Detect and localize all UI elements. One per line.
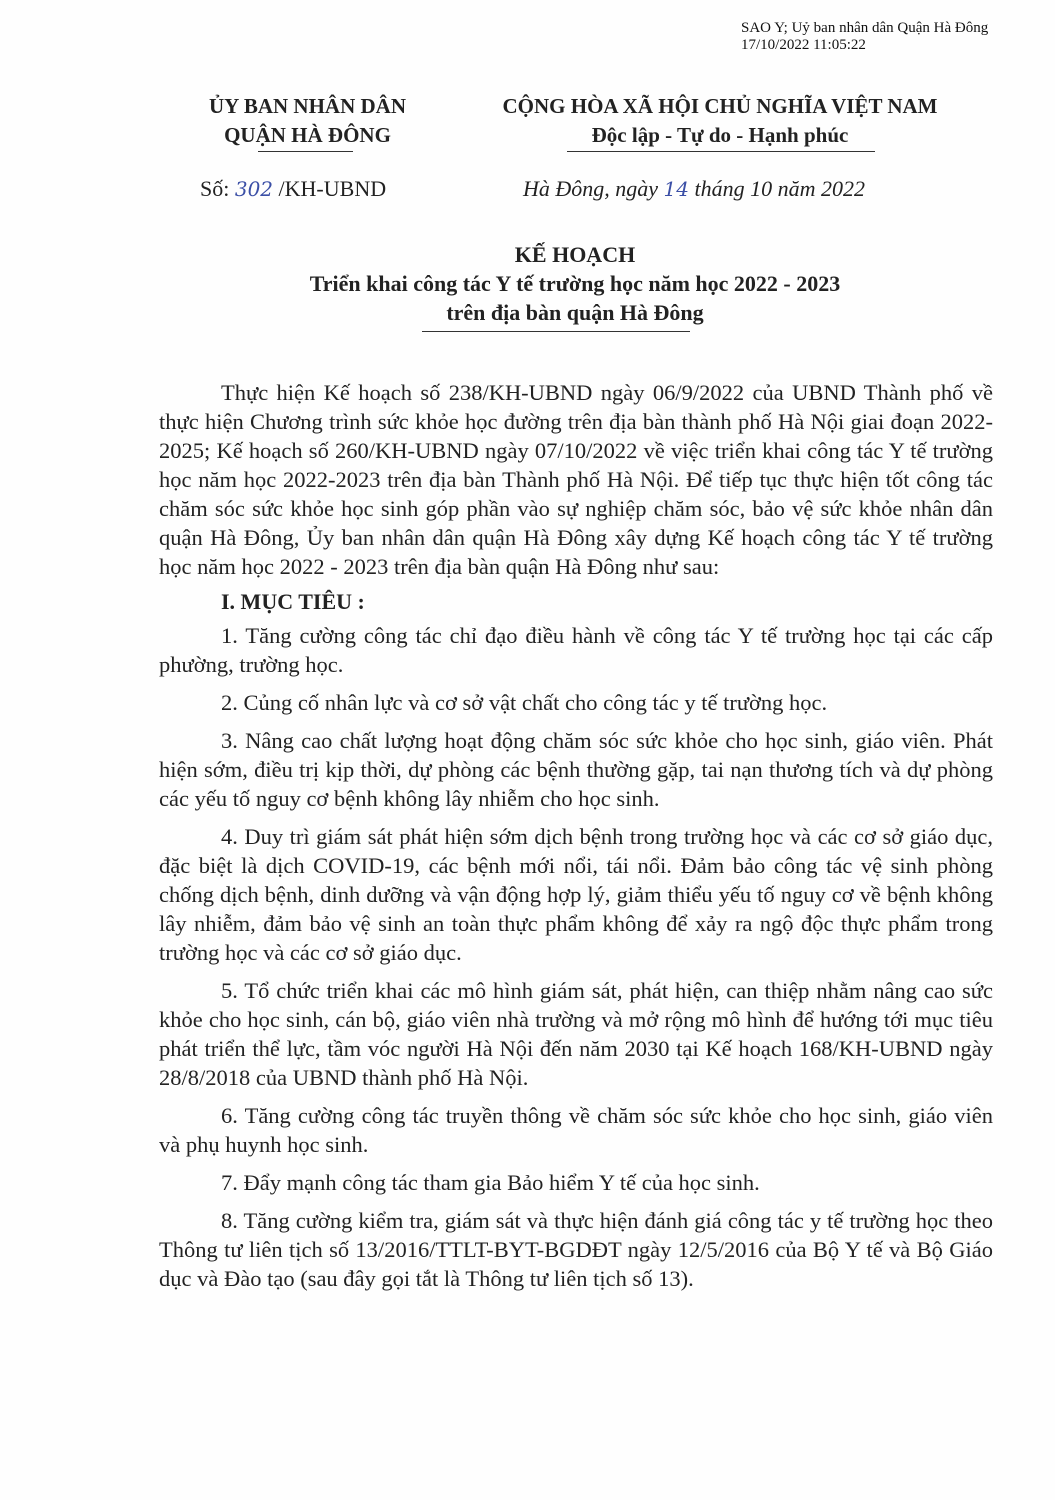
objective-item: 2. Củng cố nhân lực và cơ sở vật chất cho công tác y tế trường học. — [221, 690, 828, 715]
handwritten-day: 14 — [663, 177, 689, 201]
title-scope: trên địa bàn quận Hà Đông — [446, 300, 704, 325]
authority-line-1: ỦY BAN NHÂN DÂN — [209, 94, 406, 118]
doc-number-prefix: Số: — [200, 176, 235, 201]
document-body — [159, 378, 993, 1293]
objective-item: 1. Tăng cường công tác chỉ đạo điều hành về công tác Y tế trường học tại các cấp phường, trường học. — [159, 623, 993, 677]
national-motto — [455, 92, 985, 150]
objective-item: 6. Tăng cường công tác truyền thông về chăm sóc sức khỏe cho học sinh, giáo viên và phụ huynh học sinh. — [159, 1103, 993, 1157]
document-number — [200, 176, 386, 202]
objective-item: 7. Đẩy mạnh công tác tham gia Bảo hiểm Y tế của học sinh. — [221, 1170, 760, 1195]
title-subject: Triển khai công tác Y tế trường học năm học 2022 - 2023 — [309, 271, 841, 296]
authority-underline — [258, 151, 353, 152]
motto: Độc lập - Tự do - Hạnh phúc — [591, 123, 849, 147]
objective-item: 8. Tăng cường kiểm tra, giám sát và thực hiện đánh giá công tác y tế trường học theo Thông tư liên tịch số 13/2016/TTLT-BYT-BGDĐT ngày 12/5/2016 của Bộ Y tế và Bộ Giáo dục và Đào tạo (sau đây gọi tắt là Thông tư liên tịch số 13). — [159, 1208, 993, 1291]
title-type: KẾ HOẠCH — [514, 242, 636, 267]
document-title — [175, 240, 975, 327]
objective-item: 5. Tổ chức triển khai các mô hình giám sát, phát hiện, can thiệp nhằm nâng cao sức khỏe cho học sinh, cán bộ, giáo viên nhà trường và mở rộng mô hình để hướng tới mục tiêu phát triển thể lực, tầm vóc người Hà Nội đến năm 2030 tại Kế hoạch 168/KH-UBND ngày 28/8/2018 của UBND thành phố Hà Nội. — [159, 978, 993, 1090]
section-heading: I. MỤC TIÊU : — [221, 589, 365, 614]
objective-item: 3. Nâng cao chất lượng hoạt động chăm sóc sức khỏe cho học sinh, giáo viên. Phát hiện sớm, điều trị kịp thời, dự phòng các bệnh thường gặp, tai nạn thương tích và dự phòng các yếu tố nguy cơ bệnh không lây nhiễm cho học sinh. — [159, 728, 993, 811]
motto-underline — [567, 151, 875, 152]
stamp-timestamp: 17/10/2022 11:05:22 — [741, 37, 866, 53]
authority-line-2: QUẬN HÀ ĐÔNG — [224, 123, 391, 147]
stamp-issuer: SAO Y; Uỷ ban nhân dân Quận Hà Đông — [741, 20, 989, 36]
date-suffix: tháng 10 năm 2022 — [689, 176, 865, 201]
place-date — [523, 176, 865, 202]
digital-copy-stamp — [741, 20, 988, 54]
date-prefix: Hà Đông, ngày — [523, 176, 664, 201]
objective-item: 4. Duy trì giám sát phát hiện sớm dịch bệnh trong trường học và các cơ sở giáo dục, đặc biệt là dịch COVID-19, các bệnh mới nổi, tái nổi. Đảm bảo công tác vệ sinh phòng chống dịch bệnh, dinh dưỡng và vận động hợp lý, giảm thiểu yếu tố nguy cơ về bệnh không lây nhiễm, đảm bảo vệ sinh an toàn thực phẩm không để xảy ra ngộ độc thực phẩm trong trường học và các cơ sở giáo dục. — [159, 824, 993, 965]
doc-number-suffix: /KH-UBND — [273, 176, 387, 201]
country-name: CỘNG HÒA XÃ HỘI CHỦ NGHĨA VIỆT NAM — [502, 94, 938, 118]
issuing-authority — [175, 92, 440, 150]
handwritten-number: 302 — [234, 177, 274, 201]
title-underline — [422, 331, 690, 332]
intro-paragraph: Thực hiện Kế hoạch số 238/KH-UBND ngày 06/9/2022 của UBND Thành phố về thực hiện Chương trình sức khỏe học đường trên địa bàn thành phố Hà Nội giai đoạn 2022-2025; Kế hoạch số 260/KH-UBND ngày 07/10/2022 về việc triển khai công tác Y tế trường học năm học 2022-2023 trên địa bàn Thành phố Hà Nội. Để tiếp tục thực hiện tốt công tác chăm sóc sức khỏe học sinh góp phần vào sự nghiệp chăm sóc, bảo vệ sức khỏe nhân dân quận Hà Đông, Ủy ban nhân dân quận Hà Đông xây dựng Kế hoạch công tác Y tế trường học năm học 2022 - 2023 trên địa bàn quận Hà Đông như sau: — [159, 380, 993, 579]
